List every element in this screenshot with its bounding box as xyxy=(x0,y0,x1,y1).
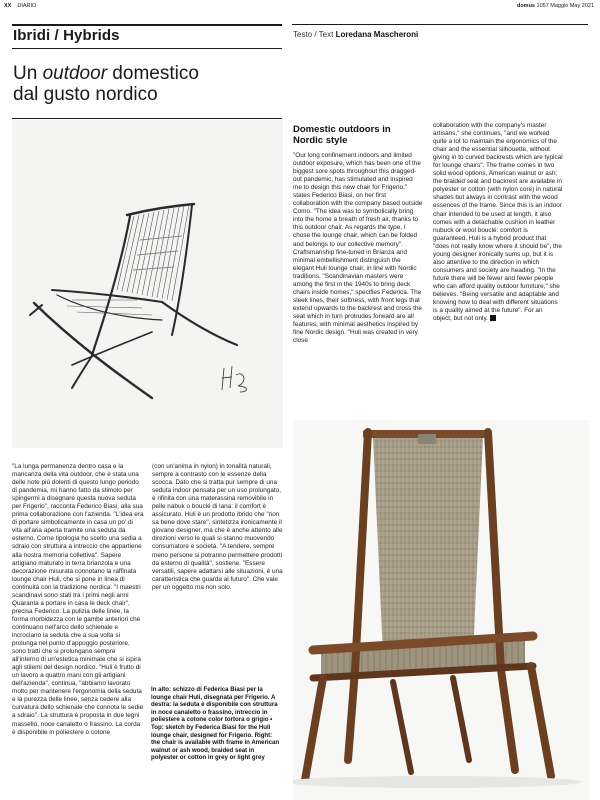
italian-column-1 xyxy=(12,463,144,737)
chair-photo-drawing xyxy=(293,420,589,800)
sketch-drawing xyxy=(12,120,283,448)
page-header xyxy=(0,0,600,14)
sketch-image xyxy=(12,120,283,448)
english-column-2 xyxy=(433,122,563,323)
page-header-right xyxy=(517,3,594,9)
top-rule xyxy=(12,24,282,26)
magazine-name: domus xyxy=(516,3,535,9)
italian-column-2 xyxy=(152,463,284,592)
author-credit xyxy=(293,30,418,39)
author-prefix: Testo / Text xyxy=(293,30,334,39)
headline-italic: outdoor xyxy=(42,63,108,84)
article-headline xyxy=(13,63,199,105)
italian-text-1: "La lunga permanenza dentro casa e la mancanza della vita outdoor, che è stata una delle note più dolenti di questo lungo periodo di pandemia, mi hanno fatto da stimolo per spingermi a disegnare questa nuova seduta per Frigerio", racconta Federico Biasi, alla sua prima collaborazione con l'azienda. "L'idea era di portare simbolicamente in casa un po' di vita all'aria aperta tramite una seduta da esterno. Come tipologia ho scelto una sedia a sdraio con struttura a intreccio che appartiene alla nostra memoria collettiva". Sapere artigiano maturato in terra brianzola e una decorazione misurata connotano la raffinata lounge chair Huli, che si pone in linea di continuità con la tradizione nordica. "I maestri scandinavi sono stati tra i primi negli anni Quaranta a portare in casa le deck chair", precisa Federico. La pulizia delle linee, la forma morbidezza con le gambe anteriori che continuano nell'arco dello schienale e incrociano la seduta che a sua volta si prolunga nel punto d'appoggio posteriore, sono tratti che si prolungano sempre all'interno di un'estetica minimale che si ispira agli stilemi del design nordico. "Huli è frutto di un lavoro a quattro mani con gli artigiani dell'azienda", continua, "abbiamo lavorato molto per mantenere l'ergonomia della seduta e la purezza delle linee, senza cedere alla curvatura dello schienale che connota le sedie a sdraio". La struttura è proposta in due legni massello, noce canaletto o frassino. La corda è disponibile in poliestere o cotone xyxy=(12,463,144,736)
end-mark-icon xyxy=(490,315,496,321)
column-rule xyxy=(12,118,282,119)
page-header-left xyxy=(4,3,36,9)
top-rule-right xyxy=(292,24,588,25)
english-text-2 xyxy=(433,122,563,323)
chair-photo xyxy=(293,420,589,800)
english-title: Domestic outdoors in Nordic style xyxy=(293,124,391,146)
page-number: XX xyxy=(4,3,12,9)
title-rule xyxy=(12,48,282,49)
headline-line2: dal gusto nordico xyxy=(13,84,158,105)
headline-pre: Un xyxy=(13,63,43,84)
headline-post: domestico xyxy=(107,63,199,84)
author-name: Loredana Mascheroni xyxy=(335,30,419,39)
italian-text-2: (con un'anima in nylon) in tonalità naturali, sempre a contrasto con le essenze della scocca. Dato che si tratta pur sempre di una seduta indoor pensata per un uso prolungato, è rifinita con una materassina removibile in pelle nabuk o bouclé di lana: il comfort è assicurato. Huli è un prodotto ibrido che "non sa bene dove stare", sintetizza ironicamente il giovane designer, ma che è anche attento alle direzioni verso le quali si stanno muovendo consumatore e società. "A tendere, sempre meno persone si potranno permettere prodotti da esterno di qualità", sostiene. "Essere versatili, sapere adattarsi alle situazioni, è una caratteristica che guarda al futuro". Che vale per un oggetto ma non solo. xyxy=(152,463,283,591)
english-text-1: "Our long confinement indoors and limited outdoor exposure, which has been one of the biggest sore spots throughout this dragged-out pandemic, has stimulated and inspired me to design this new chair for Frigerio," states Federico Biasi, on her first collaboration with the company based outside Como. "The idea was to symbolically bring into the home a breath of fresh air, thanks to this outdoor chair. As regards the type, I chose the lounge chair, which can be folded and belongs to our collective memory". Craftsmanship fine-tuned in Brianza and minimal embellishment distinguish the elegant Huli lounge chair, in line with Nordic traditions. "Scandinavian masters were among the first in the 1940s to bring deck chairs inside homes," specifies Federica. The sleek lines, their softness, with front legs that extend upwards to the backrest and cross the seat which in turn protrudes forward are all features, with minimal aesthetics inspired by fine Nordic design. "Huli was created in very close xyxy=(293,152,423,345)
english-column-1 xyxy=(293,152,423,345)
section-label: DIARIO xyxy=(17,3,37,9)
issue-info: 1057 Maggio May 2021 xyxy=(536,3,594,9)
section-title: Ibridi / Hybrids xyxy=(13,27,120,44)
image-caption: In alto: schizzo di Federica Biasi per la lounge chair Huli, disegnata per Frigerio. A destra: la seduta è disponibile con struttura in noce canaletto o frassino, intreccio in poliestere a cotone color tortora o grigio • Top: sketch by Federica Biasi for the Huli lounge chair, designed for Frigerio. Right: the chair is available with frame in American walnut or ash wood, braided seat in polyester or cotton in grey or light grey xyxy=(151,686,280,762)
english-text-2-body: collaboration with the company's master artisans," she continues, "and we worked quite a lot to maintain the ergonomics of the chair and the essential silhouette, without giving in to curved backrests which are typical for lounge chairs". The frame comes in two solid wood options, American walnut or ash; the braided seat and backrest are available in polyester or cotton (with nylon core) in natural shades but always in contrast with the wood essences of the frame. Since this is an indoor chair intended to be used at length, it also comes with a detachable cushion in leather nubuck or wool bouclé: comfort is guaranteed. Huli is a hybrid product that "does not really know where it should be", the young designer ironically sums up, but it is also attentive to the direction in which consumers and society are heading. "In the future there will be fewer and fewer people who can afford quality outdoor furniture," she believes. "Being versatile and adaptable and knowing how to deal with different situations is a quality aimed at the future". For an object, but not only. xyxy=(433,122,563,323)
